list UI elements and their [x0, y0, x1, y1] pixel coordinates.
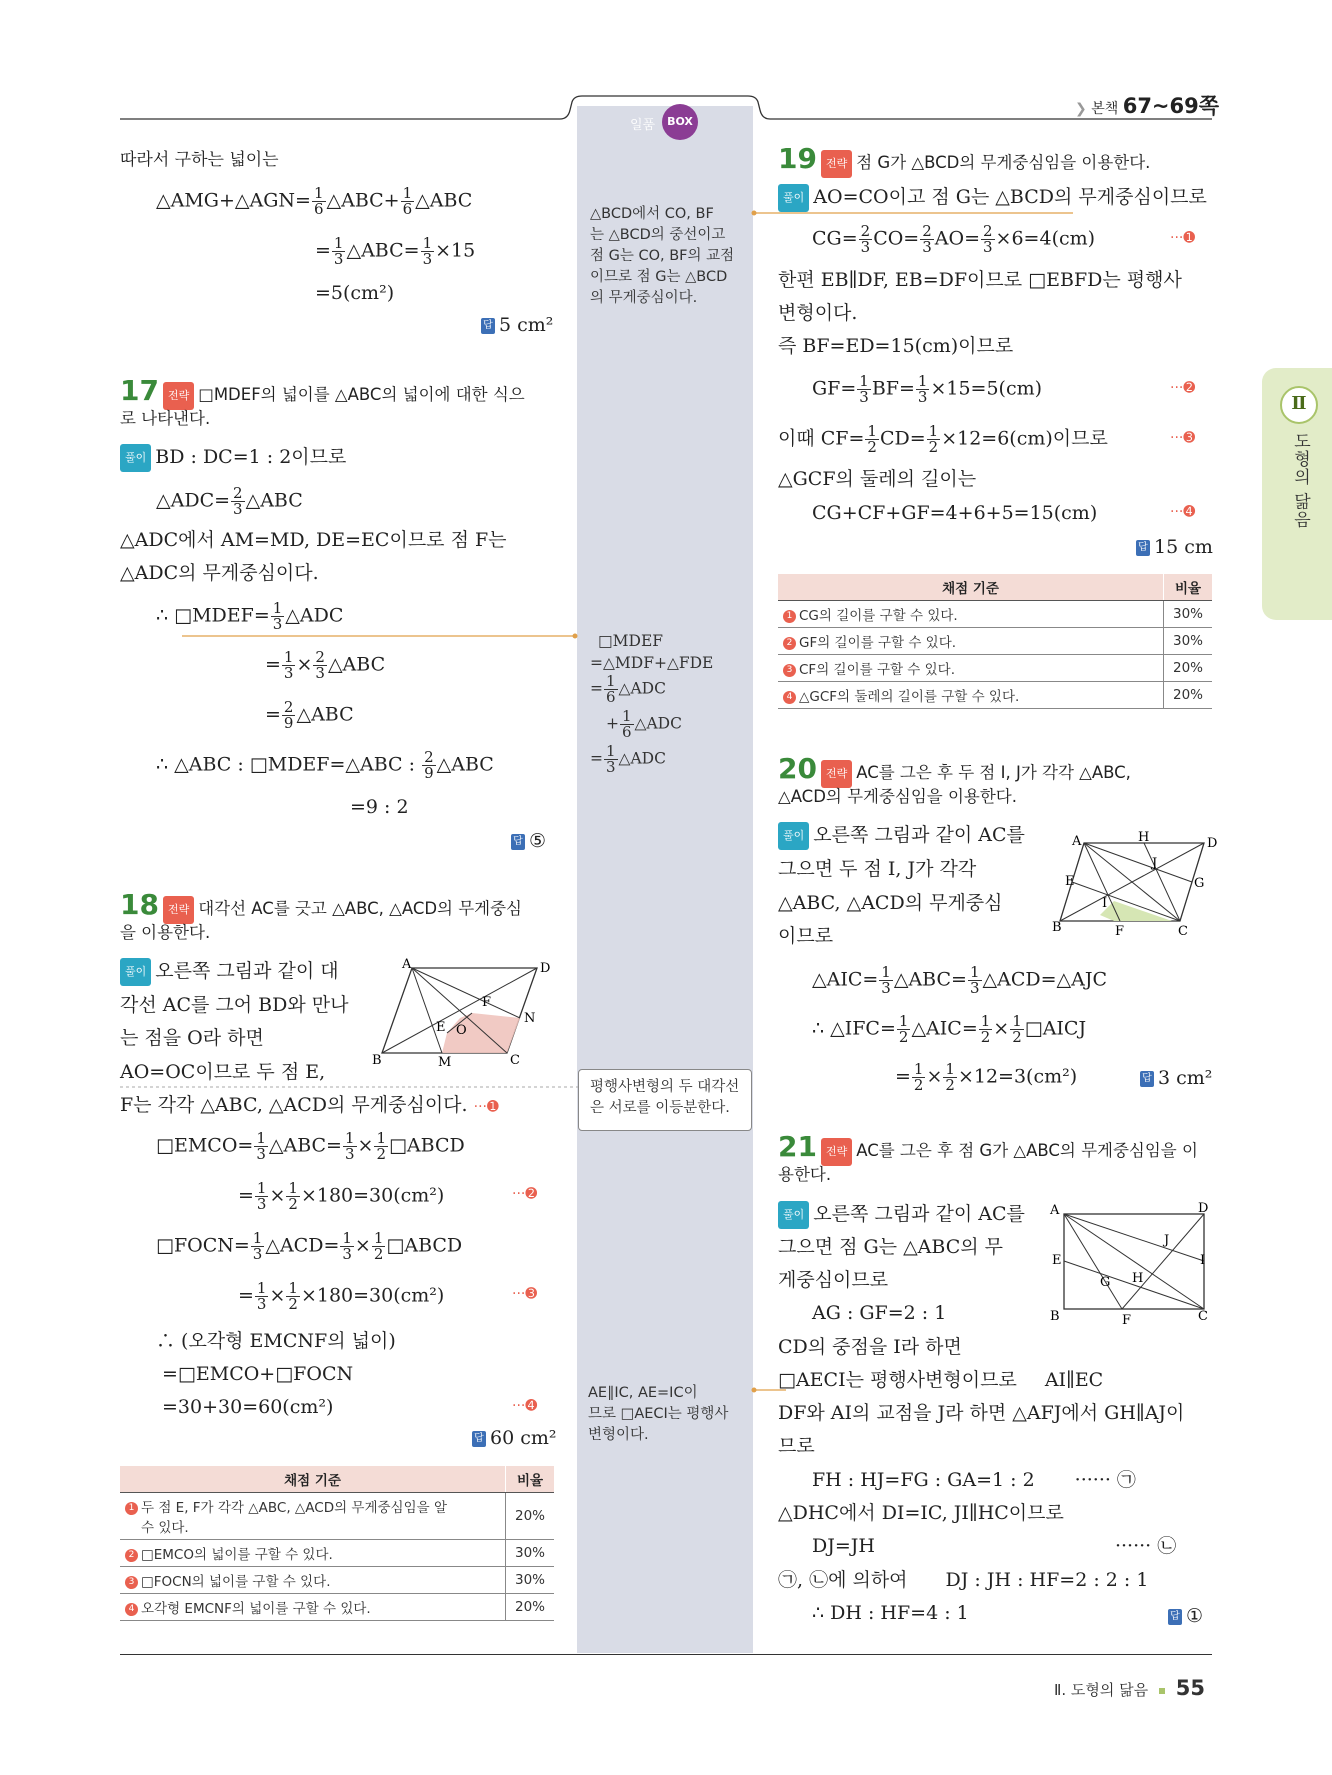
- q20-line-g: = $\frac{1}{2}$ × $\frac{1}{2}$ ×12=3(cm²): [895, 1060, 1078, 1094]
- q20-line-b: 그으면 두 점 I, J가 각각: [778, 858, 977, 880]
- q19-answer: 답 15 cm: [1136, 534, 1213, 560]
- q17-line-e: ∴ □MDEF= $\frac{1}{3}$ △ADC: [156, 599, 344, 633]
- q18-line-i: = $\frac{1}{3}$ × $\frac{1}{2}$ ×180=30(cm²): [238, 1279, 445, 1313]
- q21-line-e: CD의 중점을 I라 하면: [778, 1336, 962, 1358]
- svg-text:B: B: [1052, 920, 1062, 935]
- page-ref: ❯ 본책 67~69쪽: [1075, 94, 1220, 118]
- svg-text:I: I: [1200, 1253, 1206, 1268]
- q16-eq1: △AMG+△AGN= $\frac{1}{6}$ △ABC+ $\frac{1}{6}$ △ABC: [156, 184, 473, 218]
- chapter-badge: Ⅱ: [1280, 386, 1318, 424]
- answer-icon: 답: [472, 1431, 486, 1447]
- svg-text:A: A: [1050, 1203, 1060, 1218]
- q17-line-i: =9 : 2: [350, 796, 409, 818]
- q21-line-k: DJ=JH ······ ㉡: [812, 1535, 1177, 1557]
- connector-line-19: [748, 206, 1078, 220]
- chapter-tab-title: 도형의 닮음: [1290, 432, 1310, 529]
- q19-line-b: CG= $\frac{2}{3}$ CO= $\frac{2}{3}$ AO= $\frac{2}{3}$ ×6=4(cm): [812, 222, 1096, 256]
- q18-line-j: ∴ (오각형 EMCNF의 넓이): [156, 1330, 396, 1352]
- q18-line-g: = $\frac{1}{3}$ × $\frac{1}{2}$ ×180=30(cm²): [238, 1179, 445, 1213]
- answer-icon: 답: [1140, 1071, 1154, 1087]
- marker-19-2: ···➋: [1170, 380, 1196, 396]
- q18-line-k: =□EMCO+□FOCN: [162, 1363, 354, 1385]
- svg-text:N: N: [524, 1011, 536, 1026]
- q17-line-c: △ADC에서 AM=MD, DE=EC이므로 점 F는: [120, 529, 507, 551]
- q18-line-b: 각선 AC를 그어 BD와 만나: [120, 994, 349, 1016]
- q17-line-a: 풀이 BD : DC=1 : 2이므로: [120, 444, 346, 472]
- marker-19-4: ···➍: [1170, 504, 1196, 520]
- q18-criteria-table: 채점 기준 비율 1 두 점 E, F가 각각 △ABC, △ACD의 무게중심임을 알 수 있다. 20% 2 □EMCO의 넓이를 구할 수 있다. 30% 3 □FOCN의 넓이를 구할 수 있다. 30% 4 오각형 EMCNF의 넓이를 구할 수 있다. 20%: [120, 1466, 554, 1621]
- q16-eq3: =5(cm²): [315, 282, 395, 304]
- answer-icon: 답: [1168, 1609, 1182, 1625]
- q20-line-e: △AIC= $\frac{1}{3}$ △ABC= $\frac{1}{3}$ △ACD=△AJC: [812, 963, 1108, 997]
- svg-text:A: A: [402, 957, 412, 972]
- svg-text:I: I: [1102, 896, 1108, 911]
- q18-line-l: =30+30=60(cm²): [162, 1396, 334, 1418]
- q19-line-i: CG+CF+GF=4+6+5=15(cm): [812, 502, 1098, 524]
- q20-line-d: 이므로: [778, 925, 834, 947]
- svg-text:G: G: [1100, 1275, 1111, 1290]
- q21-line-m: ∴ DH : HF=4 : 1: [812, 1602, 969, 1624]
- q21-answer: 답 ①: [1168, 1603, 1203, 1629]
- chapter-side-tab[interactable]: [1262, 368, 1332, 620]
- q21-line-d: AG : GF=2 : 1: [812, 1302, 947, 1324]
- svg-text:D: D: [540, 961, 551, 976]
- q16-eq2: = $\frac{1}{3}$ △ABC= $\frac{1}{3}$ ×15: [315, 234, 476, 268]
- mid-note-3: 평행사변형의 두 대각선 은 서로를 이등분한다.: [590, 1079, 740, 1116]
- q20-answer: 답 3 cm²: [1140, 1065, 1212, 1091]
- q21-line-a: 풀이 오른쪽 그림과 같이 AC를: [778, 1201, 1025, 1229]
- footer-dot: [1159, 1688, 1165, 1694]
- svg-text:J: J: [1164, 1233, 1170, 1248]
- svg-text:D: D: [1198, 1201, 1209, 1216]
- q17-line-b: △ADC= $\frac{2}{3}$ △ABC: [156, 484, 303, 518]
- answer-icon: 답: [1136, 540, 1150, 556]
- q21-figure: [1046, 1198, 1212, 1328]
- q17-strategy-cont: 로 나타낸다.: [120, 409, 211, 428]
- q18-line-e: F는 각각 △ABC, △ACD의 무게중심이다. ···➊: [120, 1094, 499, 1116]
- q17-line-d: △ADC의 무게중심이다.: [120, 562, 319, 584]
- q19-line-e: 즉 BF=ED=15(cm)이므로: [778, 335, 1014, 357]
- q21-line-i: FH : HJ=FG : GA=1 : 2 ······ ㉠: [812, 1469, 1136, 1491]
- dashed-connector: [120, 1082, 580, 1092]
- footer: Ⅱ. 도형의 닮음 55: [1054, 1676, 1205, 1700]
- svg-text:C: C: [1198, 1309, 1208, 1324]
- q19-line-c: 한편 EB∥DF, EB=DF이므로 □EBFD는 평행사: [778, 269, 1182, 291]
- svg-text:M: M: [438, 1055, 452, 1070]
- q18-figure: [372, 957, 551, 1070]
- q19-criteria-table: 채점 기준 비율 1 CG의 길이를 구할 수 있다. 30% 2 GF의 길이를 구할 수 있다. 30% 3 CF의 길이를 구할 수 있다. 20% 4 △GCF의 둘레의 길이를 구할 수 있다. 20%: [778, 574, 1212, 709]
- q18-line-f: □EMCO= $\frac{1}{3}$ △ABC= $\frac{1}{3}$ × $\frac{1}{2}$ □ABCD: [156, 1129, 465, 1163]
- q18-line-c: 는 점을 O라 하면: [120, 1027, 264, 1049]
- q20-line-f: ∴ △IFC= $\frac{1}{2}$ △AIC= $\frac{1}{2}$ × $\frac{1}{2}$ □AICJ: [812, 1012, 1087, 1046]
- q21-line-j: △DHC에서 DI=IC, JI∥HC이므로: [778, 1502, 1064, 1524]
- connector-line: [180, 628, 580, 648]
- svg-text:E: E: [1065, 874, 1075, 889]
- q19-line-g: 이때 CF= $\frac{1}{2}$ CD= $\frac{1}{2}$ ×12=6(cm)이므로: [778, 422, 1108, 456]
- q18-line-a: 풀이 오른쪽 그림과 같이 대: [120, 958, 339, 986]
- q18-line-d: AO=OC이므로 두 점 E,: [120, 1061, 326, 1083]
- q20-line-c: △ABC, △ACD의 무게중심: [778, 892, 1003, 914]
- q19-line-f: GF= $\frac{1}{3}$ BF= $\frac{1}{3}$ ×15=5(cm): [812, 372, 1043, 406]
- q17-answer: 답 ⑤: [511, 828, 546, 854]
- mid-note-4: AE∥IC, AE=IC이 므로 □AECI는 평행사 변형이다.: [588, 1385, 729, 1443]
- q20-figure: [1052, 825, 1218, 939]
- q17-line-h: ∴ △ABC : □MDEF=△ABC : $\frac{2}{9}$ △ABC: [156, 748, 494, 782]
- q21-strategy-cont: 용한다.: [778, 1165, 832, 1184]
- svg-text:F: F: [1115, 924, 1125, 939]
- q21-header: 21 전략 AC를 그은 후 점 G가 △ABC의 무게중심임을 이: [778, 1134, 1198, 1166]
- svg-text:G: G: [1194, 876, 1205, 891]
- svg-text:H: H: [1132, 1271, 1144, 1286]
- q17-header: 17 전략 □MDEF의 넓이를 △ABC의 넓이에 대한 식으: [120, 378, 525, 410]
- box-title: 일품 BOX: [612, 108, 720, 136]
- q18-header: 18 전략 대각선 AC를 긋고 △ABC, △ACD의 무게중심: [120, 892, 522, 924]
- connector-line-21: [748, 1384, 788, 1396]
- q21-line-h: 므로: [778, 1435, 815, 1457]
- svg-text:A: A: [1072, 834, 1082, 849]
- q19-line-a: 풀이 AO=CO이고 점 G는 △BCD의 무게중심이므로: [778, 184, 1207, 212]
- marker-4: ···➍: [512, 1398, 538, 1414]
- svg-text:D: D: [1207, 836, 1218, 851]
- marker-3: ···➌: [512, 1286, 538, 1302]
- q21-line-g: DF와 AI의 교점을 J라 하면 △AFJ에서 GH∥AJ이: [778, 1402, 1185, 1424]
- q21-line-c: 게중심이므로: [778, 1269, 889, 1291]
- q18-line-h: □FOCN= $\frac{1}{3}$ △ACD= $\frac{1}{3}$ × $\frac{1}{2}$ □ABCD: [156, 1229, 463, 1263]
- q17-line-g: = $\frac{2}{9}$ △ABC: [265, 698, 354, 732]
- svg-text:C: C: [1178, 924, 1188, 939]
- q21-line-b: 그으면 점 G는 △ABC의 무: [778, 1236, 1003, 1258]
- svg-text:E: E: [436, 1020, 446, 1035]
- q21-line-l: ㉠, ㉡에 의하여 DJ : JH : HF=2 : 2 : 1: [778, 1569, 1149, 1591]
- marker-19-3: ···➌: [1170, 430, 1196, 446]
- q18-answer: 답 60 cm²: [472, 1425, 557, 1451]
- svg-text:J: J: [1152, 856, 1158, 871]
- svg-text:B: B: [372, 1053, 382, 1068]
- marker-2: ···➋: [512, 1186, 538, 1202]
- q20-header: 20 전략 AC를 그은 후 두 점 I, J가 각각 △ABC,: [778, 756, 1131, 788]
- svg-text:H: H: [1138, 830, 1150, 845]
- svg-text:B: B: [1050, 1309, 1060, 1324]
- answer-icon: 답: [511, 834, 525, 850]
- svg-text:O: O: [456, 1023, 467, 1038]
- svg-text:F: F: [482, 995, 492, 1010]
- q19-line-d: 변형이다.: [778, 302, 858, 324]
- q18-strategy-cont: 을 이용한다.: [120, 923, 211, 942]
- q20-strategy-cont: △ACD의 무게중심임을 이용한다.: [778, 787, 1017, 806]
- mid-note-2: □MDEF =△MDF+△FDE = $\frac{1}{6}$ △ADC + $\frac{1}{6}$ △ADC = $\frac{1}{3}$ △ADC: [590, 632, 714, 776]
- footer-rule: [120, 1654, 1212, 1655]
- q20-line-a: 풀이 오른쪽 그림과 같이 AC를: [778, 822, 1025, 850]
- q21-line-f: □AECI는 평행사변형이므로 AI∥EC: [778, 1369, 1104, 1391]
- intro-text: 따라서 구하는 넓이는: [120, 150, 279, 170]
- mid-note-1: △BCD에서 CO, BF 는 △BCD의 중선이고 점 G는 CO, BF의 교점 이므로 점 G는 △BCD 의 무게중심이다.: [590, 206, 735, 306]
- q19-line-h: △GCF의 둘레의 길이는: [778, 468, 977, 490]
- svg-text:C: C: [510, 1053, 520, 1068]
- q19-header: 19 전략 점 G가 △BCD의 무게중심임을 이용한다.: [778, 146, 1150, 178]
- svg-text:E: E: [1052, 1253, 1062, 1268]
- answer-icon: 답: [481, 318, 495, 334]
- q17-line-f: = $\frac{1}{3}$ × $\frac{2}{3}$ △ABC: [265, 648, 386, 682]
- svg-text:F: F: [1122, 1313, 1132, 1328]
- q16-answer: 답 5 cm²: [481, 312, 553, 338]
- marker-19-1: ···➊: [1170, 230, 1196, 246]
